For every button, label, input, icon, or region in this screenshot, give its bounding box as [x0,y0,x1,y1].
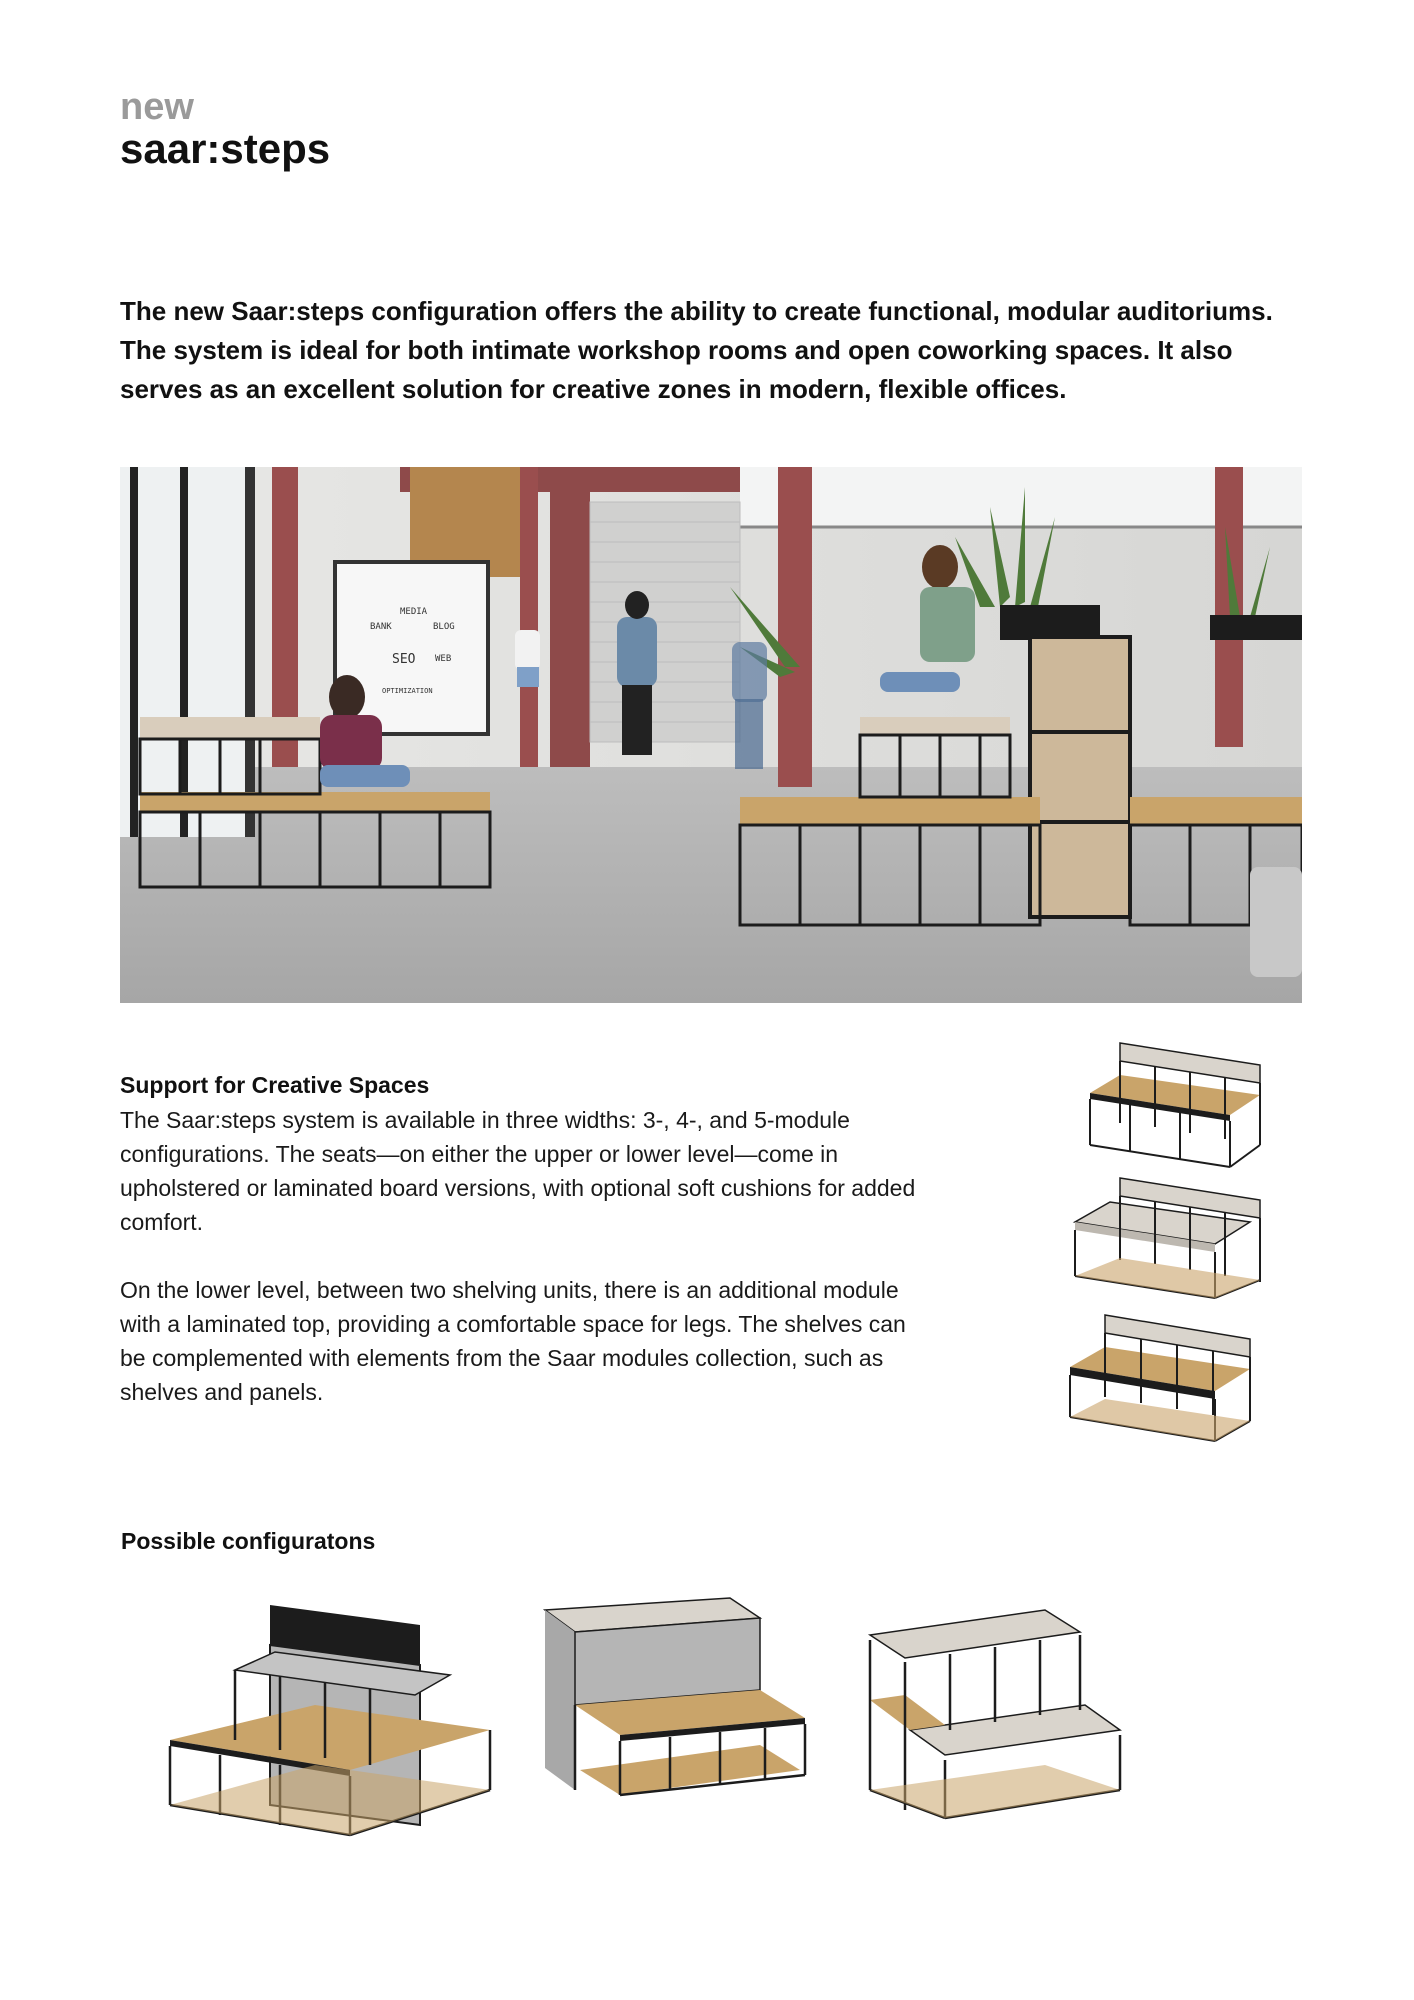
svg-text:BANK: BANK [370,622,392,632]
module-thumb-2 [1075,1178,1260,1298]
header-kicker: new [120,86,194,128]
svg-text:BLOG: BLOG [433,622,455,632]
module-thumbnails [1060,1035,1280,1475]
configuration-2 [545,1598,805,1795]
section-title-configurations: Possible configuratons [121,1528,376,1554]
svg-text:WEB: WEB [435,654,452,664]
section-title-support: Support for Creative Spaces [120,1072,430,1098]
support-paragraph-1: The Saar:steps system is available in three widths: 3-, 4-, and 5-module configurations. The seats—on either the upper or lower level—come in upholstered or laminated board versions, with optional soft cushions for added comfort. [120,1107,916,1235]
configuration-1 [170,1605,490,1835]
svg-text:SEO: SEO [392,652,416,667]
configuration-3 [870,1610,1120,1818]
svg-text:MEDIA: MEDIA [400,607,428,617]
module-thumb-3 [1070,1315,1250,1441]
page-title: saar:steps [120,125,331,172]
support-paragraph-2: On the lower level, between two shelving units, there is an additional module with a laminated top, providing a comfortable space for legs. The shelves can be complemented with elements from the Saar modules collection, such as shelves and panels. [120,1277,906,1405]
intro-paragraph: The new Saar:steps configuration offers the ability to create functional, modular auditoriums. The system is ideal for both intimate workshop rooms and open coworking spaces. It also serves as an excellent solution for creative zones in modern, flexible offices. [120,296,1273,404]
hero-photo [120,467,1302,1003]
module-thumb-1 [1090,1043,1260,1167]
configuration-renders [150,1590,1160,1860]
svg-text:OPTIMIZATION: OPTIMIZATION [382,687,433,695]
